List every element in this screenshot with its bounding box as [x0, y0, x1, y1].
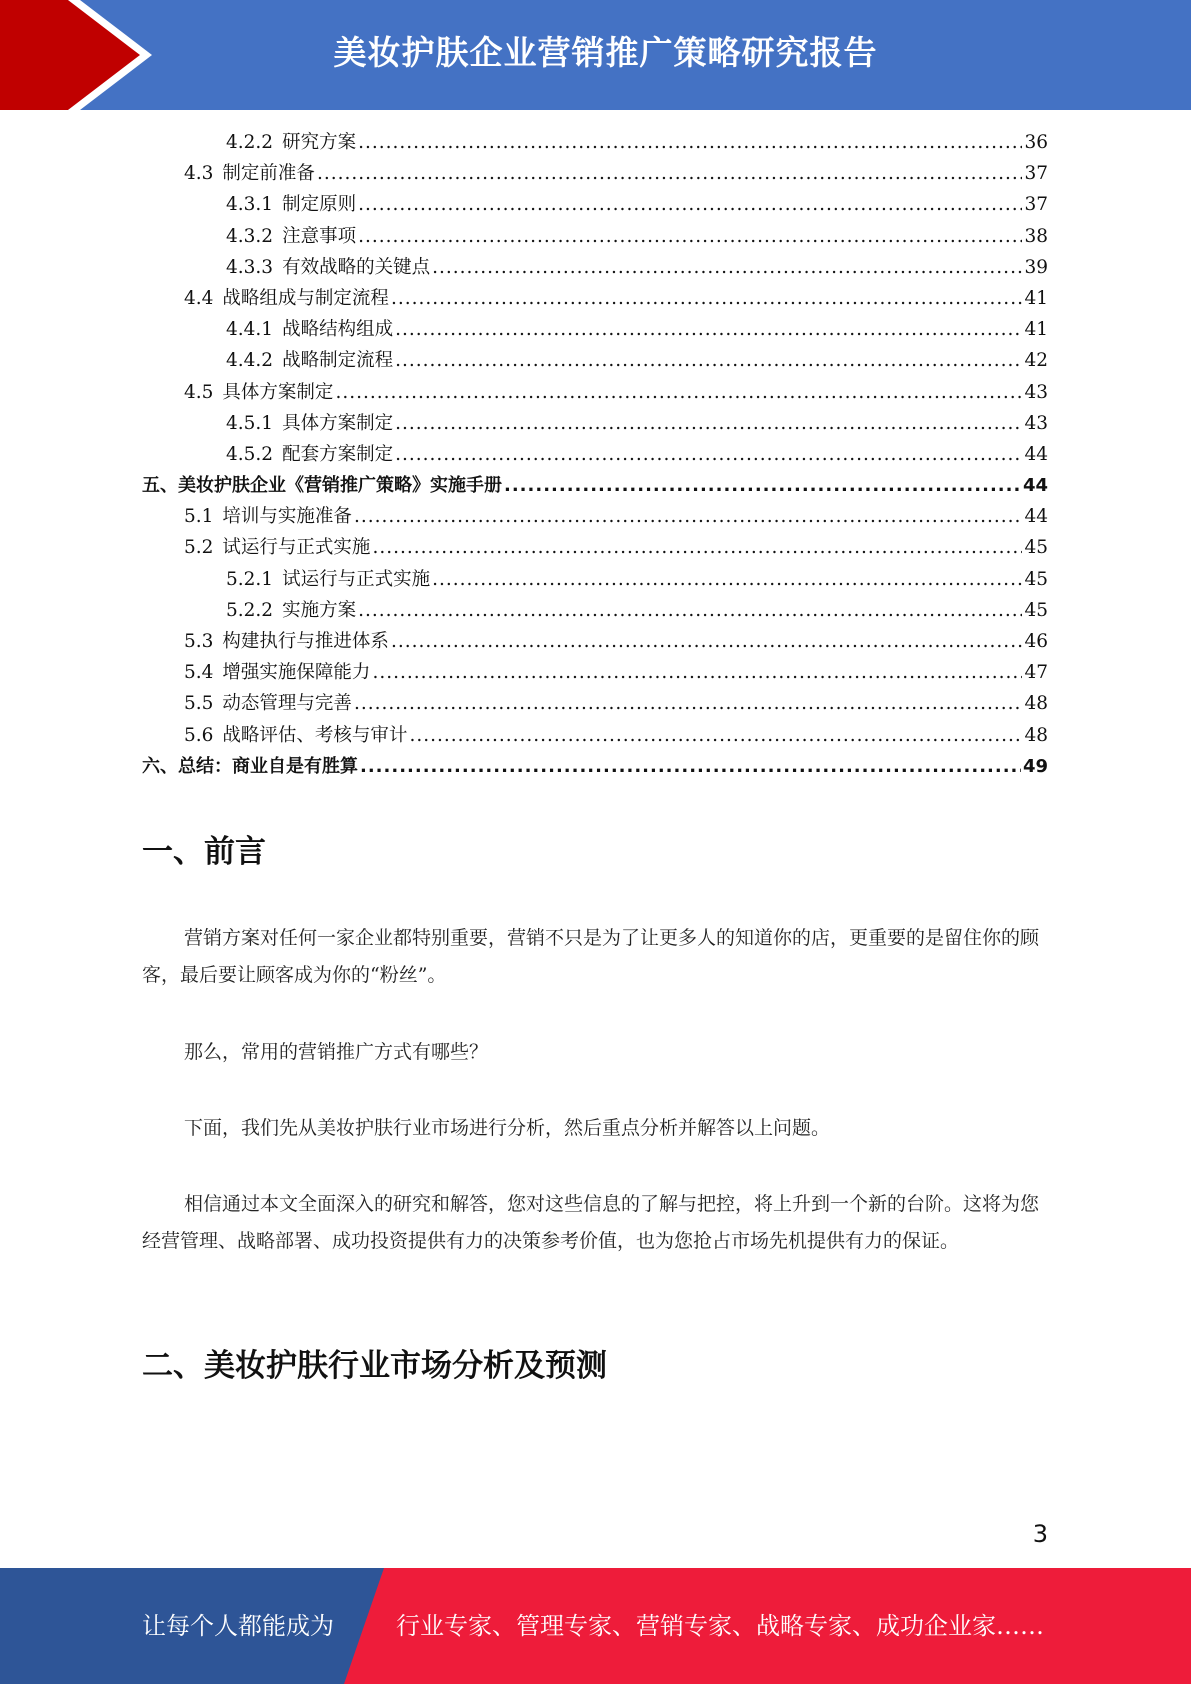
- toc-entry[interactable]: [142, 253, 1048, 284]
- toc-entry-number: 4.3: [184, 163, 214, 185]
- toc-dot-leader: [354, 506, 1023, 527]
- toc-dot-leader: [391, 631, 1023, 652]
- toc-dot-leader: [358, 226, 1022, 247]
- table-of-contents: [142, 128, 1048, 783]
- header-title: 美妆护肤企业营销推广策略研究报告: [333, 33, 878, 72]
- toc-entry-title: 制定原则: [282, 194, 357, 216]
- toc-entry-title: 试运行与正式实施: [222, 537, 371, 559]
- toc-entry-title: 有效战略的关键点: [282, 256, 431, 278]
- toc-entry-page: 45: [1024, 599, 1048, 621]
- toc-entry-title: 动态管理与完善: [222, 693, 352, 715]
- page-footer: [0, 1568, 1191, 1684]
- toc-dot-leader: [432, 257, 1022, 278]
- toc-entry-page: 47: [1024, 662, 1048, 684]
- toc-entry-number: 4.5.2: [226, 443, 274, 465]
- toc-entry-page: 39: [1024, 256, 1048, 278]
- footer-slogan-left: 让每个人都能成为: [142, 1612, 334, 1640]
- toc-dot-leader: [409, 725, 1022, 746]
- toc-dot-leader: [395, 444, 1022, 465]
- toc-entry-page: 44: [1024, 506, 1048, 528]
- toc-entry-page: 37: [1024, 194, 1048, 216]
- toc-entry-page: 38: [1024, 225, 1048, 247]
- toc-entry[interactable]: [142, 159, 1048, 190]
- toc-entry-number: 5.2.2: [226, 599, 274, 621]
- section-heading-preface: 一、前言: [142, 834, 266, 870]
- toc-entry[interactable]: [142, 596, 1048, 627]
- page-header: [0, 0, 1191, 110]
- toc-entry-number: 4.2.2: [226, 132, 274, 153]
- section-heading-market-analysis: 二、美妆护肤行业市场分析及预测: [142, 1348, 607, 1384]
- toc-entry-title: 五、美妆护肤企业《营销推广策略》实施手册: [142, 475, 502, 497]
- toc-entry[interactable]: [142, 752, 1048, 783]
- toc-entry[interactable]: [142, 502, 1048, 533]
- toc-dot-leader: [395, 413, 1022, 434]
- toc-entry-title: 战略结构组成: [282, 319, 394, 341]
- toc-entry-title: 具体方案制定: [282, 412, 394, 434]
- toc-entry-page: 44: [1022, 475, 1048, 497]
- toc-entry-page: 45: [1024, 568, 1048, 590]
- toc-entry-title: 战略制定流程: [282, 350, 394, 372]
- toc-entry[interactable]: [142, 689, 1048, 720]
- toc-entry-title: 实施方案: [282, 599, 357, 621]
- toc-entry-number: 4.5: [184, 381, 214, 403]
- toc-entry[interactable]: [142, 658, 1048, 689]
- toc-entry-number: 4.4.2: [226, 350, 274, 372]
- toc-entry[interactable]: [142, 190, 1048, 221]
- preface-paragraph-3: 下面，我们先从美妆护肤行业市场进行分析，然后重点分析并解答以上问题。: [184, 1117, 831, 1139]
- toc-dot-leader: [360, 756, 1021, 777]
- toc-entry-number: 5.6: [184, 724, 214, 746]
- toc-entry[interactable]: [142, 222, 1048, 253]
- toc-entry-page: 43: [1024, 412, 1048, 434]
- toc-entry-title: 具体方案制定: [222, 381, 334, 403]
- toc-entry-page: 41: [1024, 287, 1048, 309]
- toc-dot-leader: [317, 163, 1023, 184]
- toc-entry[interactable]: [142, 128, 1048, 159]
- toc-entry-page: 36: [1024, 132, 1048, 153]
- preface-paragraph-1: 营销方案对任何一家企业都特别重要，营销不只是为了让更多人的知道你的店，更重要的是留住你的顾客，最后要让顾客成为你的“粉丝”。: [142, 927, 1040, 986]
- toc-entry-title: 增强实施保障能力: [222, 662, 371, 684]
- toc-entry-title: 培训与实施准备: [222, 506, 352, 528]
- toc-dot-leader: [372, 537, 1022, 558]
- toc-dot-leader: [358, 132, 1022, 153]
- toc-entry-number: 5.1: [184, 506, 214, 528]
- toc-entry-number: 5.2: [184, 537, 214, 559]
- toc-entry-title: 配套方案制定: [282, 443, 394, 465]
- toc-entry-title: 战略组成与制定流程: [222, 287, 389, 309]
- toc-entry[interactable]: [142, 471, 1048, 502]
- toc-dot-leader: [358, 600, 1022, 621]
- toc-entry-page: 44: [1024, 443, 1048, 465]
- toc-entry-page: 46: [1024, 631, 1048, 652]
- toc-entry[interactable]: [142, 346, 1048, 377]
- toc-entry[interactable]: [142, 315, 1048, 346]
- toc-entry-number: 5.2.1: [226, 568, 274, 590]
- page-number: 3: [1032, 1520, 1048, 1548]
- toc-entry-page: 45: [1024, 537, 1048, 559]
- toc-dot-leader: [335, 382, 1022, 403]
- toc-dot-leader: [432, 569, 1022, 590]
- toc-entry-number: 4.3.1: [226, 194, 274, 216]
- toc-entry-title: 战略评估、考核与审计: [222, 724, 408, 746]
- toc-entry-page: 48: [1024, 724, 1048, 746]
- toc-entry-page: 48: [1024, 693, 1048, 715]
- toc-entry-number: 4.4.1: [226, 319, 274, 341]
- toc-entry-title: 六、总结：商业自是有胜算: [142, 755, 358, 777]
- toc-entry-page: 42: [1024, 350, 1048, 372]
- preface-paragraph-4: 相信通过本文全面深入的研究和解答，您对这些信息的了解与把控，将上升到一个新的台阶。这将为您经营管理、战略部署、成功投资提供有力的决策参考价值，也为您抢占市场先机提供有力的保证。: [142, 1193, 1040, 1252]
- toc-entry[interactable]: [142, 284, 1048, 315]
- toc-entry-page: 49: [1022, 755, 1048, 777]
- toc-entry-page: 37: [1024, 163, 1048, 185]
- toc-entry-page: 41: [1024, 319, 1048, 341]
- preface-paragraph-2: 那么，常用的营销推广方式有哪些？: [184, 1041, 489, 1063]
- toc-entry-title: 试运行与正式实施: [282, 568, 431, 590]
- toc-dot-leader: [358, 194, 1022, 215]
- toc-dot-leader: [395, 319, 1022, 340]
- toc-entry[interactable]: [142, 627, 1048, 658]
- toc-entry[interactable]: [142, 378, 1048, 409]
- toc-dot-leader: [354, 693, 1023, 714]
- toc-entry[interactable]: [142, 533, 1048, 564]
- toc-entry[interactable]: [142, 409, 1048, 440]
- toc-entry-number: 4.5.1: [226, 412, 274, 434]
- toc-entry-number: 4.4: [184, 287, 214, 309]
- toc-entry-title: 注意事项: [282, 225, 357, 247]
- toc-dot-leader: [504, 475, 1021, 496]
- toc-dot-leader: [391, 288, 1023, 309]
- footer-slogan-right: 行业专家、管理专家、营销专家、战略专家、成功企业家……: [396, 1612, 1044, 1640]
- toc-entry-number: 5.3: [184, 631, 214, 652]
- toc-entry-title: 制定前准备: [222, 163, 315, 185]
- toc-dot-leader: [395, 350, 1022, 371]
- toc-entry-number: 4.3.2: [226, 225, 274, 247]
- toc-entry-title: 构建执行与推进体系: [222, 631, 389, 652]
- toc-entry-title: 研究方案: [282, 132, 357, 153]
- toc-dot-leader: [372, 662, 1022, 683]
- toc-entry-number: 4.3.3: [226, 256, 274, 278]
- toc-entry[interactable]: [142, 721, 1048, 752]
- toc-entry[interactable]: [142, 440, 1048, 471]
- toc-entry-number: 5.5: [184, 693, 214, 715]
- toc-entry-page: 43: [1024, 381, 1048, 403]
- toc-entry[interactable]: [142, 565, 1048, 596]
- toc-entry-number: 5.4: [184, 662, 214, 684]
